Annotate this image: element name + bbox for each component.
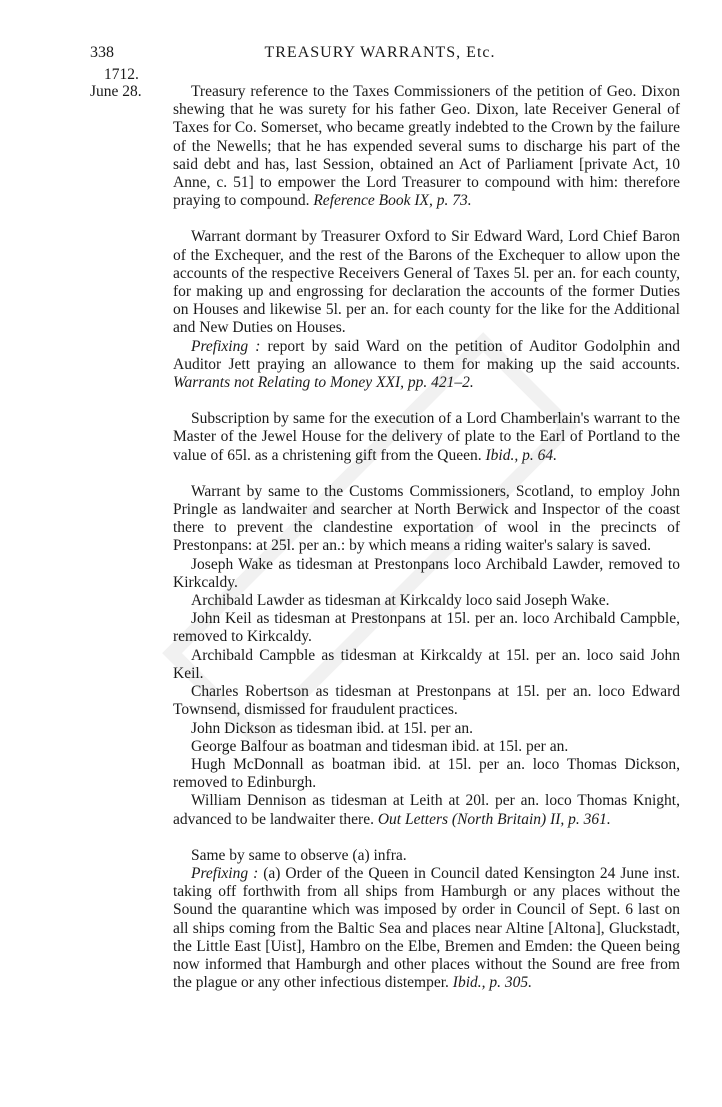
entry-quarantine: [173, 847, 680, 865]
entry-text: Warrant by same to the Customs Commissioners, Scotland, to employ John Pringle as landwaiter and searcher at North Berwick and Inspector of the coast there to prevent the clandestine exportation of wool in the precincts of Prestonpans: at 25l. per an.: by which means a riding waiter's salary is saved.: [173, 482, 680, 555]
entry-warrant-dormant: [173, 228, 680, 337]
prefix-text: report by said Ward on the petition of Auditor Godolphin and Auditor Jett praying an allowance to them for making up the said accounts.: [173, 337, 681, 373]
margin-year: 1712.: [104, 66, 139, 83]
prefix-text: (a) Order of the Queen in Council dated Kensington 24 June inst. taking off forthwith from all ships from Hamburgh or any places without the Sound the quarantine which was imposed by order in Council of Sept. 6 last on all ships coming from the Baltic Sea and places near Altine [Altona], Gluckstadt, the Little East [Uist], Hambro on the Elbe, Bremen and Emden: the Queen being now informed that Hamburgh and other places without the Sound are free from the plague or any other infectious distemper.: [173, 864, 680, 992]
appointment-item: Joseph Wake as tidesman at Prestonpans loco Archibald Lawder, removed to Kirkcaldy.: [173, 555, 680, 591]
margin-date: June 28.: [90, 83, 142, 100]
entry-text: Treasury reference to the Taxes Commissioners of the petition of Geo. Dixon shewing that he was surety for his father Geo. Dixon, late Receiver General of Taxes for Co. Somerset, who became greatly indebted to the Crown by the failure of the Newells; that he has expended several sums to discharge his part of the said debt and has, last Session, obtained an Act of Parliament [private Act, 10 Anne, c. 51] to empower the Lord Treasurer to compound with him: therefore praying to compound.: [173, 83, 680, 210]
appointment-item: Hugh McDonnall as boatman ibid. at 15l. per an. loco Thomas Dickson, removed to Edinburgh.: [173, 755, 680, 792]
entry-taxes-reference: [173, 83, 680, 210]
entry-reference: Ibid., p. 305.: [452, 974, 532, 992]
entry-text: Same by same to observe (a) infra.: [191, 846, 407, 864]
entry-text: Warrant dormant by Treasurer Oxford to Sir Edward Ward, Lord Chief Baron of the Exchequer, and the rest of the Barons of the Exchequer to allow upon the accounts of the respective Receivers General of Taxes 5l. per an. for each county, for making up and engrossing for declaration the accounts of the former Duties on Houses and likewise 5l. per an. for each county for the like for the Additional and New Duties on Houses.: [173, 228, 680, 337]
entry-subscription: [173, 410, 680, 465]
appointment-item: John Keil as tidesman at Prestonpans at 15l. per an. loco Archibald Campble, removed to Kirkcaldy.: [173, 610, 680, 646]
entry-reference: Warrants not Relating to Money XXI, pp. 421–2.: [173, 374, 474, 392]
prefix-label: Prefixing :: [191, 864, 259, 882]
entry-reference: Out Letters (North Britain) II, p. 361.: [377, 810, 611, 828]
appointment-item: Charles Robertson as tidesman at Prestonpans at 15l. per an. loco Edward Townsend, dismissed for fraudulent practices.: [173, 683, 680, 719]
entry-customs-warrant: [173, 483, 680, 556]
page-number: 338: [90, 44, 114, 61]
prefix-label: Prefixing :: [191, 337, 261, 355]
running-title: TREASURY WARRANTS, Etc.: [264, 44, 496, 61]
appointment-item: George Balfour as boatman and tidesman ibid. at 15l. per an.: [191, 737, 569, 755]
entry-text: William Dennison as tidesman at Leith at 20l. per an. loco Thomas Knight, advanced to be landwaiter there.: [173, 792, 680, 828]
entry-reference: Ibid., p. 64.: [485, 446, 557, 464]
appointment-item: John Dickson as tidesman ibid. at 15l. per an.: [191, 719, 473, 737]
entry-prefixing: [173, 338, 680, 393]
entry-reference: Reference Book IX, p. 73.: [313, 192, 472, 210]
page-header: [90, 44, 670, 66]
appointment-item: Archibald Lawder as tidesman at Kirkcaldy loco said Joseph Wake.: [191, 592, 610, 610]
entry-text: Subscription by same for the execution of a Lord Chamberlain's warrant to the Master of the Jewel House for the delivery of plate to the Earl of Portland to the value of 65l. as a christening gift from the Queen.: [173, 410, 680, 464]
entry-prefixing: [173, 865, 680, 992]
document-body: [173, 83, 680, 992]
appointment-item: [173, 792, 680, 828]
appointment-item: Archibald Campble as tidesman at Kirkcaldy at 15l. per an. loco said John Keil.: [173, 646, 680, 682]
